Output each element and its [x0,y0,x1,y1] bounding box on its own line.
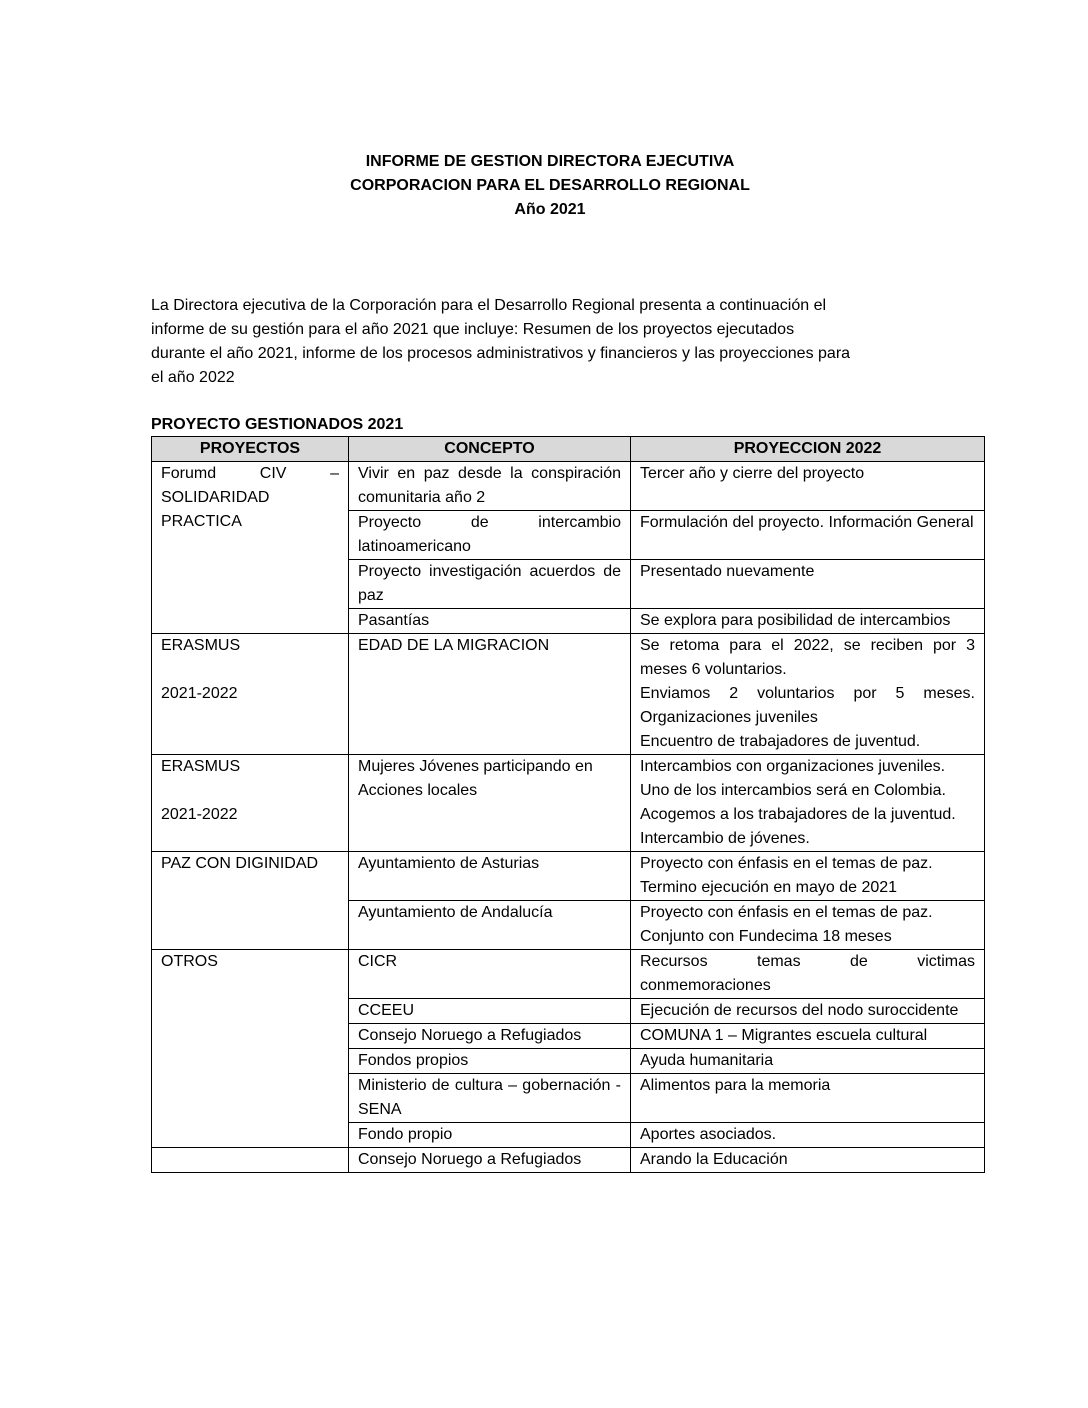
proyeccion-cell [631,755,985,852]
proyecto-cell [152,634,349,755]
proyecto-cell [152,462,349,634]
proyecto-line: ERASMUS [161,637,241,654]
table-row [152,852,985,901]
proyeccion-line: Encuentro de trabajadores de juventud. [640,733,921,750]
projects-table [151,436,985,1173]
proyeccion-line: Proyecto con énfasis en el temas de paz. [640,904,933,921]
table-row [152,950,985,999]
proyeccion-cell [631,901,985,950]
concepto-cell: Consejo Noruego a Refugiados [349,1148,631,1173]
proyeccion-line: Acogemos a los trabajadores de la juventud. [640,806,956,823]
header-concepto: CONCEPTO [349,437,631,462]
proyecto-line: PRACTICA [161,513,242,530]
concepto-cell: Proyecto investigación acuerdos de paz [349,560,631,609]
proyeccion-line: Arando la Educación [640,1151,788,1168]
proyecto-line: PAZ CON DIGINIDAD [161,855,319,872]
proyeccion-line: Presentado nuevamente [640,563,815,580]
proyecto-spacer [161,658,339,682]
section-heading: PROYECTO GESTIONADOS 2021 [151,416,404,433]
concepto-cell: Consejo Noruego a Refugiados [349,1024,631,1049]
concepto-cell: Pasantías [349,609,631,634]
concepto-cell: Fondo propio [349,1123,631,1148]
intro-line: La Directora ejecutiva de la Corporación para el Desarrollo Regional presenta a continuación el [151,297,827,314]
concepto-cell: Proyecto de intercambio latinoamericano [349,511,631,560]
concepto-cell: Mujeres Jóvenes participando en Acciones locales [349,755,631,852]
proyeccion-line: Intercambio de jóvenes. [640,830,810,847]
concepto-cell: EDAD DE LA MIGRACION [349,634,631,755]
proyeccion-cell [631,634,985,755]
table-row [152,1148,985,1173]
intro-line: durante el año 2021, informe de los procesos administrativos y financieros y las proyecciones para [151,345,851,362]
intro-line: el año 2022 [151,369,235,386]
proyecto-cell [152,852,349,950]
concepto-cell: CICR [349,950,631,999]
proyeccion-line: Aportes asociados. [640,1126,777,1143]
header-proyeccion: PROYECCION 2022 [631,437,985,462]
proyeccion-line: Recursos temas de victimas conmemoraciones [640,953,975,994]
proyeccion-cell [631,511,985,560]
table-header-row [152,437,985,462]
proyeccion-cell [631,1123,985,1148]
proyecto-line: 2021-2022 [161,806,238,823]
proyeccion-cell [631,950,985,999]
proyeccion-cell [631,999,985,1024]
concepto-cell: Vivir en paz desde la conspiración comunitaria año 2 [349,462,631,511]
proyeccion-line: Intercambios con organizaciones juveniles. [640,758,946,775]
title-line: Año 2021 [514,201,586,218]
title-line: INFORME DE GESTION DIRECTORA EJECUTIVA [365,153,735,170]
proyeccion-line: Ayuda humanitaria [640,1052,774,1069]
document-title [0,150,1088,222]
title-line: CORPORACION PARA EL DESARROLLO REGIONAL [350,177,750,194]
concepto-cell: Fondos propios [349,1049,631,1074]
proyeccion-line: Formulación del proyecto. Información General [640,514,974,531]
proyecto-line: 2021-2022 [161,685,238,702]
proyeccion-line: Alimentos para la memoria [640,1077,831,1094]
proyecto-spacer [161,779,339,803]
proyeccion-line: Ejecución de recursos del nodo suroccidente [640,1002,959,1019]
proyeccion-line: Se explora para posibilidad de intercambios [640,612,951,629]
header-proyectos: PROYECTOS [152,437,349,462]
proyeccion-line: Tercer año y cierre del proyecto [640,465,865,482]
proyeccion-cell [631,1024,985,1049]
concepto-cell: Ayuntamiento de Asturias [349,852,631,901]
proyeccion-cell [631,609,985,634]
table-row [152,755,985,852]
concepto-cell: Ayuntamiento de Andalucía [349,901,631,950]
proyeccion-line: Se retoma para el 2022, se reciben por 3 meses 6 voluntarios. [640,637,975,678]
table-row [152,634,985,755]
proyeccion-cell [631,852,985,901]
proyeccion-cell [631,462,985,511]
proyeccion-line: Termino ejecución en mayo de 2021 [640,879,898,896]
proyeccion-line: COMUNA 1 – Migrantes escuela cultural [640,1027,928,1044]
intro-paragraph [151,294,951,390]
proyecto-cell-empty [152,1148,349,1173]
proyeccion-line: Conjunto con Fundecima 18 meses [640,928,892,945]
proyecto-line: ERASMUS [161,758,241,775]
proyeccion-cell [631,1148,985,1173]
proyeccion-cell [631,560,985,609]
proyeccion-cell [631,1074,985,1123]
concepto-cell: CCEEU [349,999,631,1024]
proyecto-line: Forumd CIV – [161,465,339,482]
proyecto-cell [152,950,349,1148]
proyeccion-line: Proyecto con énfasis en el temas de paz. [640,855,933,872]
table-row [152,462,985,511]
concepto-cell: Ministerio de cultura – gobernación - SENA [349,1074,631,1123]
proyecto-line: OTROS [161,953,218,970]
proyeccion-line: Enviamos 2 voluntarios por 5 meses. Organizaciones juveniles [640,685,975,726]
proyeccion-cell [631,1049,985,1074]
proyeccion-line: Uno de los intercambios será en Colombia. [640,782,946,799]
proyecto-line: SOLIDARIDAD [161,489,270,506]
proyecto-cell [152,755,349,852]
intro-line: informe de su gestión para el año 2021 que incluye: Resumen de los proyectos ejecutados [151,321,795,338]
